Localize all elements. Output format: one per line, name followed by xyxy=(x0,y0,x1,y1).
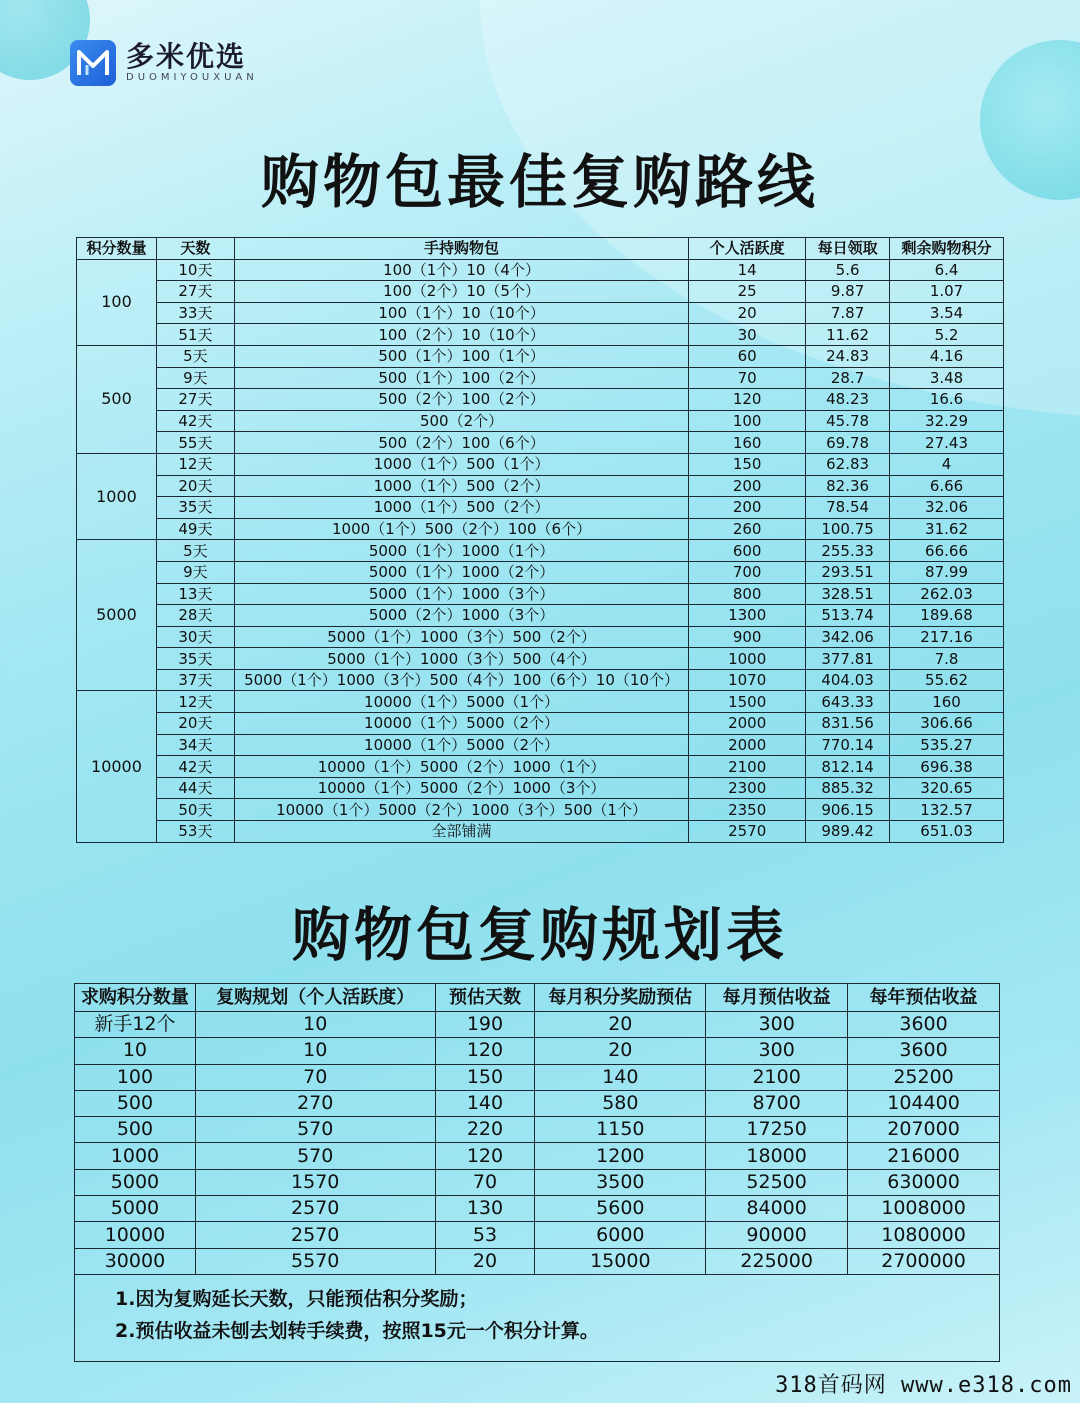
table-cell: 10000（1个）5000（2个）1000（1个） xyxy=(234,756,688,778)
table-row xyxy=(75,1196,1000,1222)
table-cell: 500 xyxy=(75,1090,196,1116)
points-group-cell: 100 xyxy=(77,259,157,345)
table-cell: 906.15 xyxy=(806,799,890,821)
table-cell: 9天 xyxy=(156,367,234,389)
table-cell: 4 xyxy=(890,453,1004,475)
table-row xyxy=(75,1222,1000,1248)
route-title: 购物包最佳复购路线 xyxy=(260,148,819,216)
table-cell: 24.83 xyxy=(806,345,890,367)
table-cell: 200 xyxy=(689,497,806,519)
table-cell: 30000 xyxy=(75,1248,196,1274)
table-cell: 14 xyxy=(689,259,806,281)
table-cell: 5天 xyxy=(156,540,234,562)
table-cell: 17250 xyxy=(706,1117,848,1143)
table-cell: 140 xyxy=(435,1090,535,1116)
table-cell: 2350 xyxy=(689,799,806,821)
table-row xyxy=(77,497,1004,519)
note-line: 1.因为复购延长天数，只能预估积分奖励； xyxy=(115,1287,478,1310)
table-cell: 27天 xyxy=(156,389,234,411)
table-cell: 20天 xyxy=(156,713,234,735)
table-cell: 120 xyxy=(689,389,806,411)
table-cell: 260 xyxy=(689,518,806,540)
table-cell: 30 xyxy=(689,324,806,346)
table-cell: 1000（1个）500（1个） xyxy=(234,453,688,475)
table-cell: 770.14 xyxy=(806,734,890,756)
table-cell: 10000（1个）5000（1个） xyxy=(234,691,688,713)
table-cell: 10000（1个）5000（2个）1000（3个）500（1个） xyxy=(234,799,688,821)
table-cell: 69.78 xyxy=(806,432,890,454)
table-row xyxy=(75,1248,1000,1274)
table-cell: 5000（1个）1000（3个）500（4个） xyxy=(234,648,688,670)
table-cell: 3.54 xyxy=(890,302,1004,324)
table-cell: 9天 xyxy=(156,561,234,583)
table-cell: 100（1个）10（10个） xyxy=(234,302,688,324)
table-row xyxy=(77,540,1004,562)
table-cell: 100（1个）10（4个） xyxy=(234,259,688,281)
table-cell: 812.14 xyxy=(806,756,890,778)
column-header: 剩余购物积分 xyxy=(890,238,1004,260)
table-cell: 500（2个）100（6个） xyxy=(234,432,688,454)
table-cell: 1300 xyxy=(689,605,806,627)
points-group-cell: 5000 xyxy=(77,540,157,691)
table-cell: 293.51 xyxy=(806,561,890,583)
table-cell: 630000 xyxy=(848,1169,1000,1195)
table-row xyxy=(77,367,1004,389)
table-cell: 190 xyxy=(435,1012,535,1038)
column-header: 复购规划（个人活跃度） xyxy=(195,984,435,1012)
table-cell: 5.6 xyxy=(806,259,890,281)
table-row xyxy=(75,1169,1000,1195)
table-cell: 35天 xyxy=(156,648,234,670)
table-cell: 5600 xyxy=(535,1196,706,1222)
table-cell: 1000 xyxy=(689,648,806,670)
table-cell: 25200 xyxy=(848,1064,1000,1090)
table-cell: 8700 xyxy=(706,1090,848,1116)
table-header-row xyxy=(75,984,1000,1012)
plan-title: 购物包复购规划表 xyxy=(291,901,788,969)
table-cell: 2100 xyxy=(706,1064,848,1090)
table-cell: 5000（2个）1000（3个） xyxy=(234,605,688,627)
table-cell: 新手12个 xyxy=(75,1012,196,1038)
table-row xyxy=(77,626,1004,648)
table-cell: 100 xyxy=(75,1064,196,1090)
table-cell: 1000（1个）500（2个）100（6个） xyxy=(234,518,688,540)
table-cell: 10000（1个）5000（2个） xyxy=(234,713,688,735)
table-header-row xyxy=(77,238,1004,260)
table-cell: 643.33 xyxy=(806,691,890,713)
column-header: 积分数量 xyxy=(77,238,157,260)
table-cell: 1000（1个）500（2个） xyxy=(234,475,688,497)
table-cell: 84000 xyxy=(706,1196,848,1222)
table-cell: 35天 xyxy=(156,497,234,519)
table-cell: 2000 xyxy=(689,734,806,756)
table-row xyxy=(77,453,1004,475)
table-row xyxy=(77,756,1004,778)
table-cell: 320.65 xyxy=(890,777,1004,799)
brand-logo xyxy=(70,40,258,86)
table-cell: 12天 xyxy=(156,691,234,713)
table-cell: 1150 xyxy=(535,1117,706,1143)
table-cell: 328.51 xyxy=(806,583,890,605)
table-cell: 160 xyxy=(689,432,806,454)
table-row xyxy=(75,1117,1000,1143)
column-header: 求购积分数量 xyxy=(75,984,196,1012)
table-cell: 90000 xyxy=(706,1222,848,1248)
table-row xyxy=(77,389,1004,411)
notes-cell xyxy=(75,1274,1000,1361)
table-cell: 4.16 xyxy=(890,345,1004,367)
table-cell: 25 xyxy=(689,281,806,303)
table-row xyxy=(75,1064,1000,1090)
table-cell: 989.42 xyxy=(806,821,890,843)
table-cell: 5.2 xyxy=(890,324,1004,346)
table-cell: 1000（1个）500（2个） xyxy=(234,497,688,519)
table-cell: 60 xyxy=(689,345,806,367)
table-cell: 7.87 xyxy=(806,302,890,324)
table-cell: 216000 xyxy=(848,1143,1000,1169)
table-cell: 10 xyxy=(195,1012,435,1038)
column-header: 每年预估收益 xyxy=(848,984,1000,1012)
points-group-cell: 1000 xyxy=(77,453,157,539)
table-row xyxy=(77,777,1004,799)
table-cell: 11.62 xyxy=(806,324,890,346)
table-cell: 32.06 xyxy=(890,497,1004,519)
table-cell: 53天 xyxy=(156,821,234,843)
table-cell: 270 xyxy=(195,1090,435,1116)
table-row xyxy=(77,410,1004,432)
table-cell: 27天 xyxy=(156,281,234,303)
table-cell: 全部铺满 xyxy=(234,821,688,843)
table-cell: 48.23 xyxy=(806,389,890,411)
table-row xyxy=(75,1090,1000,1116)
table-cell: 600 xyxy=(689,540,806,562)
table-row xyxy=(77,821,1004,843)
table-cell: 377.81 xyxy=(806,648,890,670)
table-cell: 2570 xyxy=(195,1196,435,1222)
table-cell: 404.03 xyxy=(806,669,890,691)
table-cell: 225000 xyxy=(706,1248,848,1274)
table-cell: 27.43 xyxy=(890,432,1004,454)
points-group-cell: 10000 xyxy=(77,691,157,842)
table-cell: 20天 xyxy=(156,475,234,497)
table-cell: 570 xyxy=(195,1143,435,1169)
table-cell: 3600 xyxy=(848,1038,1000,1064)
plan-table xyxy=(74,983,1000,1362)
table-row xyxy=(77,259,1004,281)
table-cell: 5570 xyxy=(195,1248,435,1274)
table-cell: 831.56 xyxy=(806,713,890,735)
table-cell: 300 xyxy=(706,1012,848,1038)
table-row xyxy=(75,1012,1000,1038)
table-cell: 255.33 xyxy=(806,540,890,562)
table-cell: 20 xyxy=(435,1248,535,1274)
table-cell: 100 xyxy=(689,410,806,432)
table-cell: 44天 xyxy=(156,777,234,799)
column-header: 每月积分奖励预估 xyxy=(535,984,706,1012)
table-cell: 6000 xyxy=(535,1222,706,1248)
table-cell: 18000 xyxy=(706,1143,848,1169)
table-cell: 1570 xyxy=(195,1169,435,1195)
table-cell: 52500 xyxy=(706,1169,848,1195)
table-cell: 1070 xyxy=(689,669,806,691)
table-cell: 342.06 xyxy=(806,626,890,648)
table-cell: 2000 xyxy=(689,713,806,735)
column-header: 手持购物包 xyxy=(234,238,688,260)
table-row xyxy=(77,324,1004,346)
table-cell: 700 xyxy=(689,561,806,583)
table-cell: 1500 xyxy=(689,691,806,713)
table-cell: 5000（1个）1000（3个）500（2个） xyxy=(234,626,688,648)
table-cell: 150 xyxy=(435,1064,535,1090)
table-cell: 2700000 xyxy=(848,1248,1000,1274)
table-cell: 2100 xyxy=(689,756,806,778)
table-row xyxy=(77,432,1004,454)
table-row xyxy=(77,669,1004,691)
table-cell: 10000（1个）5000（2个） xyxy=(234,734,688,756)
table-cell: 217.16 xyxy=(890,626,1004,648)
table-cell: 53 xyxy=(435,1222,535,1248)
table-cell: 2570 xyxy=(689,821,806,843)
column-header: 每日领取 xyxy=(806,238,890,260)
table-cell: 1008000 xyxy=(848,1196,1000,1222)
table-cell: 120 xyxy=(435,1038,535,1064)
table-cell: 2300 xyxy=(689,777,806,799)
table-cell: 100.75 xyxy=(806,518,890,540)
brand-name-en: DUOMIYOUXUAN xyxy=(126,72,258,83)
table-cell: 3.48 xyxy=(890,367,1004,389)
table-cell: 651.03 xyxy=(890,821,1004,843)
table-cell: 535.27 xyxy=(890,734,1004,756)
table-row xyxy=(77,518,1004,540)
table-cell: 3600 xyxy=(848,1012,1000,1038)
table-cell: 207000 xyxy=(848,1117,1000,1143)
table-cell: 500（1个）100（2个） xyxy=(234,367,688,389)
table-cell: 37天 xyxy=(156,669,234,691)
table-cell: 800 xyxy=(689,583,806,605)
table-cell: 66.66 xyxy=(890,540,1004,562)
table-cell: 1080000 xyxy=(848,1222,1000,1248)
table-cell: 20 xyxy=(535,1012,706,1038)
table-cell: 9.87 xyxy=(806,281,890,303)
table-cell: 150 xyxy=(689,453,806,475)
table-cell: 696.38 xyxy=(890,756,1004,778)
table-cell: 42天 xyxy=(156,410,234,432)
table-cell: 50天 xyxy=(156,799,234,821)
table-row xyxy=(75,1038,1000,1064)
table-cell: 70 xyxy=(435,1169,535,1195)
table-row xyxy=(77,561,1004,583)
table-cell: 51天 xyxy=(156,324,234,346)
points-group-cell: 500 xyxy=(77,345,157,453)
table-cell: 1000 xyxy=(75,1143,196,1169)
column-header: 预估天数 xyxy=(435,984,535,1012)
table-cell: 885.32 xyxy=(806,777,890,799)
table-cell: 300 xyxy=(706,1038,848,1064)
table-cell: 132.57 xyxy=(890,799,1004,821)
table-row xyxy=(77,734,1004,756)
table-row xyxy=(77,583,1004,605)
table-cell: 6.66 xyxy=(890,475,1004,497)
table-cell: 31.62 xyxy=(890,518,1004,540)
table-cell: 30天 xyxy=(156,626,234,648)
table-cell: 5000（1个）1000（2个） xyxy=(234,561,688,583)
table-cell: 28.7 xyxy=(806,367,890,389)
column-header: 每月预估收益 xyxy=(706,984,848,1012)
table-row xyxy=(77,713,1004,735)
table-cell: 130 xyxy=(435,1196,535,1222)
table-cell: 100（2个）10（5个） xyxy=(234,281,688,303)
table-cell: 82.36 xyxy=(806,475,890,497)
table-cell: 10 xyxy=(75,1038,196,1064)
table-cell: 32.29 xyxy=(890,410,1004,432)
table-cell: 900 xyxy=(689,626,806,648)
table-cell: 570 xyxy=(195,1117,435,1143)
table-cell: 140 xyxy=(535,1064,706,1090)
brand-name-cn: 多米优选 xyxy=(126,40,247,73)
table-cell: 10 xyxy=(195,1038,435,1064)
table-cell: 6.4 xyxy=(890,259,1004,281)
table-cell: 12天 xyxy=(156,453,234,475)
table-cell: 500（1个）100（1个） xyxy=(234,345,688,367)
table-row xyxy=(77,605,1004,627)
table-row xyxy=(77,691,1004,713)
table-cell: 5000（1个）1000（1个） xyxy=(234,540,688,562)
table-cell: 70 xyxy=(195,1064,435,1090)
table-cell: 160 xyxy=(890,691,1004,713)
column-header: 天数 xyxy=(156,238,234,260)
column-header: 个人活跃度 xyxy=(689,238,806,260)
table-cell: 5000（1个）1000（3个） xyxy=(234,583,688,605)
table-cell: 5天 xyxy=(156,345,234,367)
table-cell: 100（2个）10（10个） xyxy=(234,324,688,346)
table-cell: 500（2个）100（2个） xyxy=(234,389,688,411)
watermark: 318首码网 www.e318.com xyxy=(775,1373,1072,1398)
table-cell: 1200 xyxy=(535,1143,706,1169)
table-cell: 42天 xyxy=(156,756,234,778)
table-cell: 10000（1个）5000（2个）1000（3个） xyxy=(234,777,688,799)
table-cell: 513.74 xyxy=(806,605,890,627)
table-cell: 62.83 xyxy=(806,453,890,475)
table-cell: 49天 xyxy=(156,518,234,540)
table-cell: 5000 xyxy=(75,1196,196,1222)
table-cell: 20 xyxy=(689,302,806,324)
table-row xyxy=(77,475,1004,497)
table-row xyxy=(77,345,1004,367)
table-cell: 189.68 xyxy=(890,605,1004,627)
route-table xyxy=(76,237,1004,843)
table-row xyxy=(77,799,1004,821)
table-cell: 70 xyxy=(689,367,806,389)
table-row xyxy=(75,1143,1000,1169)
table-cell: 55.62 xyxy=(890,669,1004,691)
table-cell: 5000 xyxy=(75,1169,196,1195)
table-cell: 16.6 xyxy=(890,389,1004,411)
table-cell: 120 xyxy=(435,1143,535,1169)
table-cell: 7.8 xyxy=(890,648,1004,670)
table-cell: 33天 xyxy=(156,302,234,324)
notes-row xyxy=(75,1274,1000,1361)
table-row xyxy=(77,302,1004,324)
table-row xyxy=(77,648,1004,670)
table-cell: 45.78 xyxy=(806,410,890,432)
table-cell: 2570 xyxy=(195,1222,435,1248)
table-cell: 15000 xyxy=(535,1248,706,1274)
table-row xyxy=(77,281,1004,303)
table-cell: 34天 xyxy=(156,734,234,756)
table-cell: 580 xyxy=(535,1090,706,1116)
table-cell: 3500 xyxy=(535,1169,706,1195)
logo-m-icon xyxy=(70,40,116,86)
table-cell: 500（2个） xyxy=(234,410,688,432)
table-cell: 1.07 xyxy=(890,281,1004,303)
table-cell: 104400 xyxy=(848,1090,1000,1116)
table-cell: 10天 xyxy=(156,259,234,281)
table-cell: 500 xyxy=(75,1117,196,1143)
table-cell: 5000（1个）1000（3个）500（4个）100（6个）10（10个） xyxy=(234,669,688,691)
table-cell: 220 xyxy=(435,1117,535,1143)
note-line: 2.预估收益未刨去划转手续费，按照15元一个积分计算。 xyxy=(115,1319,599,1342)
table-cell: 28天 xyxy=(156,605,234,627)
table-cell: 13天 xyxy=(156,583,234,605)
table-cell: 200 xyxy=(689,475,806,497)
table-cell: 306.66 xyxy=(890,713,1004,735)
table-cell: 78.54 xyxy=(806,497,890,519)
table-cell: 55天 xyxy=(156,432,234,454)
table-cell: 20 xyxy=(535,1038,706,1064)
table-cell: 87.99 xyxy=(890,561,1004,583)
table-cell: 10000 xyxy=(75,1222,196,1248)
table-cell: 262.03 xyxy=(890,583,1004,605)
